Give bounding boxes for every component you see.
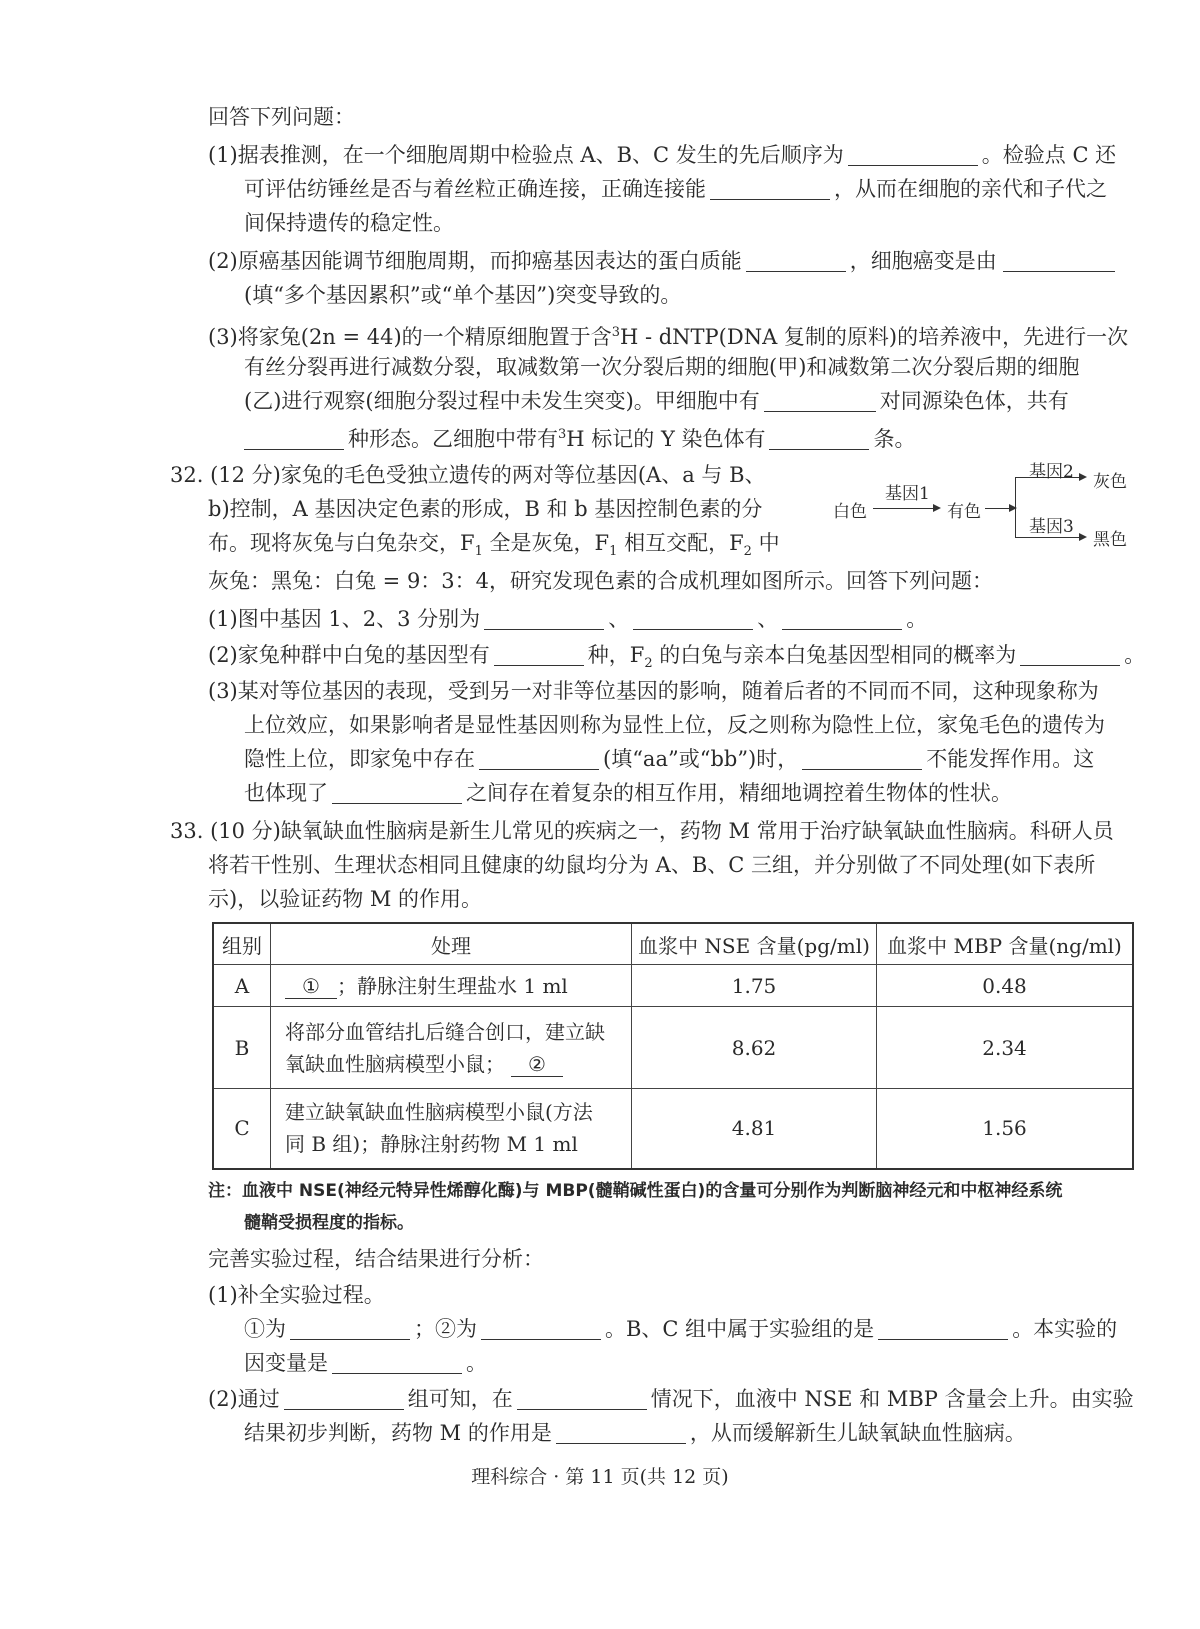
group-cell: A: [213, 965, 271, 1007]
answer-blank[interactable]: [494, 643, 584, 666]
q32-stem-line2: b)控制，A 基因决定色素的形成，B 和 b 基因控制色素的分: [208, 497, 763, 521]
q33-stem-line3: 示)，以验证药物 M 的作用。: [208, 887, 483, 911]
q32-stem-line3: 布。现将灰兔与白兔杂交，$F_1$ 全是灰兔，$F_1$ 相互交配，$F_2$ 中: [208, 531, 780, 560]
q32-part3-line2: 上位效应，如果影响者是显性基因则称为显性上位，反之则称为隐性上位，家兔毛色的遗传为: [244, 713, 1105, 737]
mbp-cell: 1.56: [877, 1089, 1134, 1169]
answer-blank[interactable]: [484, 607, 604, 630]
column-header: 处理: [271, 923, 632, 965]
answer-blank[interactable]: [1020, 643, 1120, 666]
q31-part3-line2: 有丝分裂再进行减数分裂，取减数第一次分裂后期的细胞(甲)和减数第二次分裂后期的细胞: [244, 355, 1080, 379]
blank-mark[interactable]: ①: [285, 974, 337, 999]
answer-blank[interactable]: [802, 747, 922, 770]
nse-cell: 4.81: [632, 1089, 877, 1169]
answer-blank[interactable]: [710, 177, 830, 200]
answer-blank[interactable]: [633, 607, 753, 630]
answer-blank[interactable]: [848, 143, 978, 166]
black-label: 黑色: [1093, 530, 1127, 550]
q32-part3-line1: (3)某对等位基因的表现，受到另一对非等位基因的影响，随着后者的不同而不同，这种现象称为: [208, 679, 1099, 703]
answer-blank[interactable]: [479, 747, 599, 770]
q32-part3-line4: 也体现了 之间存在着复杂的相互作用，精细地调控着生物体的性状。: [244, 781, 1012, 805]
q33-part1-line2: 因变量是 。: [244, 1351, 487, 1375]
q31-part1-line1: (1)据表推测，在一个细胞周期中检验点 A、B、C 发生的先后顺序为 。检验点 C 还: [208, 143, 1117, 167]
table-note-line1: 注：血液中 NSE(神经元特异性烯醇化酶)与 MBP(髓鞘碱性蛋白)的含量可分别作为判断脑神经元和中枢神经系统: [208, 1181, 1063, 1201]
table-row: [213, 1007, 1133, 1089]
answer-blank[interactable]: [769, 427, 869, 450]
experiment-table: [212, 922, 1134, 1170]
table-row: [213, 1089, 1133, 1169]
column-header: 组别: [213, 923, 271, 965]
blank-mark[interactable]: ②: [511, 1052, 563, 1077]
group-cell: C: [213, 1089, 271, 1169]
q31-part3-line3: (乙)进行观察(细胞分裂过程中未发生突变)。甲细胞中有 对同源染色体，共有: [244, 389, 1069, 413]
answer-blank[interactable]: [746, 249, 846, 272]
q31-part1-line3: 间保持遗传的稳定性。: [244, 211, 454, 235]
arrow-icon: [873, 508, 939, 509]
answer-blank[interactable]: [481, 1317, 601, 1340]
q31-part2-line2: (填“多个基因累积”或“单个基因”)突变导致的。: [244, 283, 682, 307]
q32-part2: (2)家兔种群中白兔的基因型有 种，$F_2$ 的白兔与亲本白兔基因型相同的概率为 。: [208, 643, 1146, 672]
gene3-label: 基因3: [1029, 517, 1074, 537]
column-header: 血浆中 NSE 含量(pg/ml): [632, 923, 877, 965]
treatment-cell: 将部分血管结扎后缝合创口，建立缺 氧缺血性脑病模型小鼠； ②: [271, 1007, 632, 1089]
q33-part2-line2: 结果初步判断，药物 M 的作用是 ，从而缓解新生儿缺氧缺血性脑病。: [244, 1421, 1026, 1445]
connector-line: [985, 508, 1015, 509]
answer-blank[interactable]: [284, 1387, 404, 1410]
q33-part2-line1: (2)通过 组可知，在 情况下，血液中 NSE 和 MBP 含量会上升。由实验: [208, 1387, 1134, 1411]
q33-stem-line2: 将若干性别、生理状态相同且健康的幼鼠均分为 A、B、C 三组，并分别做了不同处理(如下表所: [208, 853, 1096, 877]
intro-text: 回答下列问题：: [208, 105, 355, 129]
arrow-icon: [1015, 537, 1085, 538]
q31-part1-line2: 可评估纺锤丝是否与着丝粒正确连接，正确连接能 ，从而在细胞的亲代和子代之: [244, 177, 1107, 201]
answer-blank[interactable]: [1003, 249, 1115, 272]
mbp-cell: 2.34: [877, 1007, 1134, 1089]
answer-blank[interactable]: [244, 427, 344, 450]
q33-part1-title: (1)补全实验过程。: [208, 1283, 385, 1307]
table-header-row: [213, 923, 1133, 965]
q32-part3-line3: 隐性上位，即家兔中存在 (填“aa”或“bb”)时， 不能发挥作用。这: [244, 747, 1095, 771]
treatment-cell: 建立缺氧缺血性脑病模型小鼠(方法 同 B 组)；静脉注射药物 M 1 ml: [271, 1089, 632, 1169]
white-label: 白色: [833, 502, 867, 522]
pigment-synthesis-diagram: [825, 455, 1165, 555]
branch-line: [1015, 477, 1016, 537]
nse-cell: 1.75: [632, 965, 877, 1007]
answer-blank[interactable]: [517, 1387, 647, 1410]
mbp-cell: 0.48: [877, 965, 1134, 1007]
gene1-label: 基因1: [885, 484, 930, 504]
q31-part3-line4: 种形态。乙细胞中带有$^3$H 标记的 Y 染色体有 条。: [244, 420, 915, 454]
group-cell: B: [213, 1007, 271, 1089]
q33-part1-line1: ①为 ；②为 。B、C 组中属于实验组的是 。本实验的: [244, 1317, 1118, 1341]
answer-blank[interactable]: [332, 1351, 462, 1374]
q32-stem-line4: 灰兔：黑兔：白兔 = 9：3：4，研究发现色素的合成机理如图所示。回答下列问题：: [208, 569, 994, 593]
answer-blank[interactable]: [290, 1317, 410, 1340]
answer-blank[interactable]: [878, 1317, 1008, 1340]
answer-blank[interactable]: [332, 781, 462, 804]
colored-label: 有色: [947, 502, 981, 522]
q33-instruction: 完善实验过程，结合结果进行分析：: [208, 1247, 544, 1271]
q31-part2-line1: (2)原癌基因能调节细胞周期，而抑癌基因表达的蛋白质能 ，细胞癌变是由: [208, 246, 1115, 276]
q33-stem-line1: 33. (10 分)缺氧缺血性脑病是新生儿常见的疾病之一，药物 M 常用于治疗缺氧缺血性脑病。科研人员: [170, 819, 1114, 843]
treatment-cell: ① ；静脉注射生理盐水 1 ml: [271, 965, 632, 1007]
q32-stem-line1: 32. (12 分)家兔的毛色受独立遗传的两对等位基因(A、a 与 B、: [170, 463, 766, 487]
answer-blank[interactable]: [782, 607, 902, 630]
gene2-label: 基因2: [1029, 462, 1074, 482]
table-row: [213, 965, 1133, 1007]
gray-label: 灰色: [1093, 472, 1127, 492]
q32-part1: (1)图中基因 1、2、3 分别为 、 、 。: [208, 607, 928, 631]
page-footer: 理科综合 · 第 11 页(共 12 页): [471, 1466, 729, 1488]
answer-blank[interactable]: [764, 389, 876, 412]
answer-blank[interactable]: [556, 1421, 686, 1444]
column-header: 血浆中 MBP 含量(ng/ml): [877, 923, 1134, 965]
table-note-line2: 髓鞘受损程度的指标。: [244, 1213, 414, 1233]
q31-part3-line1: (3)将家兔(2n = 44)的一个精原细胞置于含$^3$H - dNTP(DNA 复制的原料)的培养液中，先进行一次: [208, 325, 1129, 349]
nse-cell: 8.62: [632, 1007, 877, 1089]
